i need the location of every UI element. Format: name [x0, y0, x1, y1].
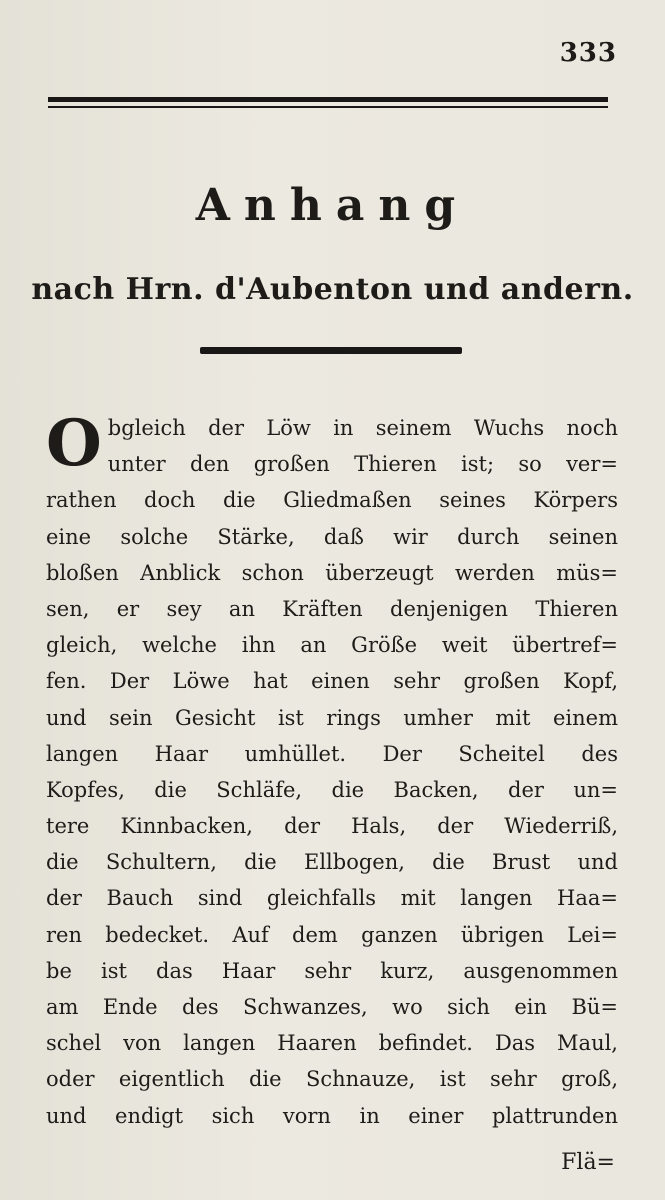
text-line: bgleich der Löw in seinem Wuchs noch: [107, 416, 618, 440]
text-line: und endigt sich vorn in einer plattrunden: [46, 1103, 618, 1128]
catchword: Flä=: [561, 1150, 615, 1175]
text-line: tere Kinnbacken, der Hals, der Wiederriß,: [46, 814, 618, 839]
text-line: sen, er sey an Kräften denjenigen Thieren: [46, 596, 618, 621]
text-line: unter den großen Thieren ist; so ver=: [107, 452, 618, 477]
text-line: bloßen Anblick schon überzeugt werden müs=: [46, 560, 618, 585]
text-line: langen Haar umhüllet. Der Scheitel des: [46, 741, 618, 766]
text-line: gleich, welche ihn an Größe weit übertref=: [46, 633, 618, 658]
title-divider: [200, 347, 462, 354]
section-subtitle: nach Hrn. d'Aubenton und andern.: [31, 272, 634, 307]
section-title: Anhang: [195, 180, 470, 231]
text-line: die Schultern, die Ellbogen, die Brust und: [46, 850, 618, 875]
drop-cap: O: [46, 406, 102, 481]
text-line: und sein Gesicht ist rings umher mit einem: [46, 705, 618, 730]
text-line: rathen doch die Gliedmaßen seines Körpers: [46, 488, 618, 513]
text-line: fen. Der Löwe hat einen sehr großen Kopf,: [46, 669, 618, 694]
top-rule: [48, 97, 608, 108]
text-line: ren bedecket. Auf dem ganzen übrigen Lei=: [46, 922, 618, 947]
text-line: schel von langen Haaren befindet. Das Maul,: [46, 1031, 618, 1056]
text-line: be ist das Haar sehr kurz, ausgenommen: [46, 958, 618, 983]
text-line: oder eigentlich die Schnauze, ist sehr groß,: [46, 1067, 618, 1092]
text-line: am Ende des Schwanzes, wo sich ein Bü=: [46, 995, 618, 1019]
page-number: 333: [559, 38, 617, 68]
body-text: [46, 406, 618, 1134]
text-line: eine solche Stärke, daß wir durch seinen: [46, 524, 618, 549]
text-line: Kopfes, die Schläfe, die Backen, der un=: [46, 777, 618, 802]
text-line: der Bauch sind gleichfalls mit langen Haa=: [46, 886, 618, 911]
